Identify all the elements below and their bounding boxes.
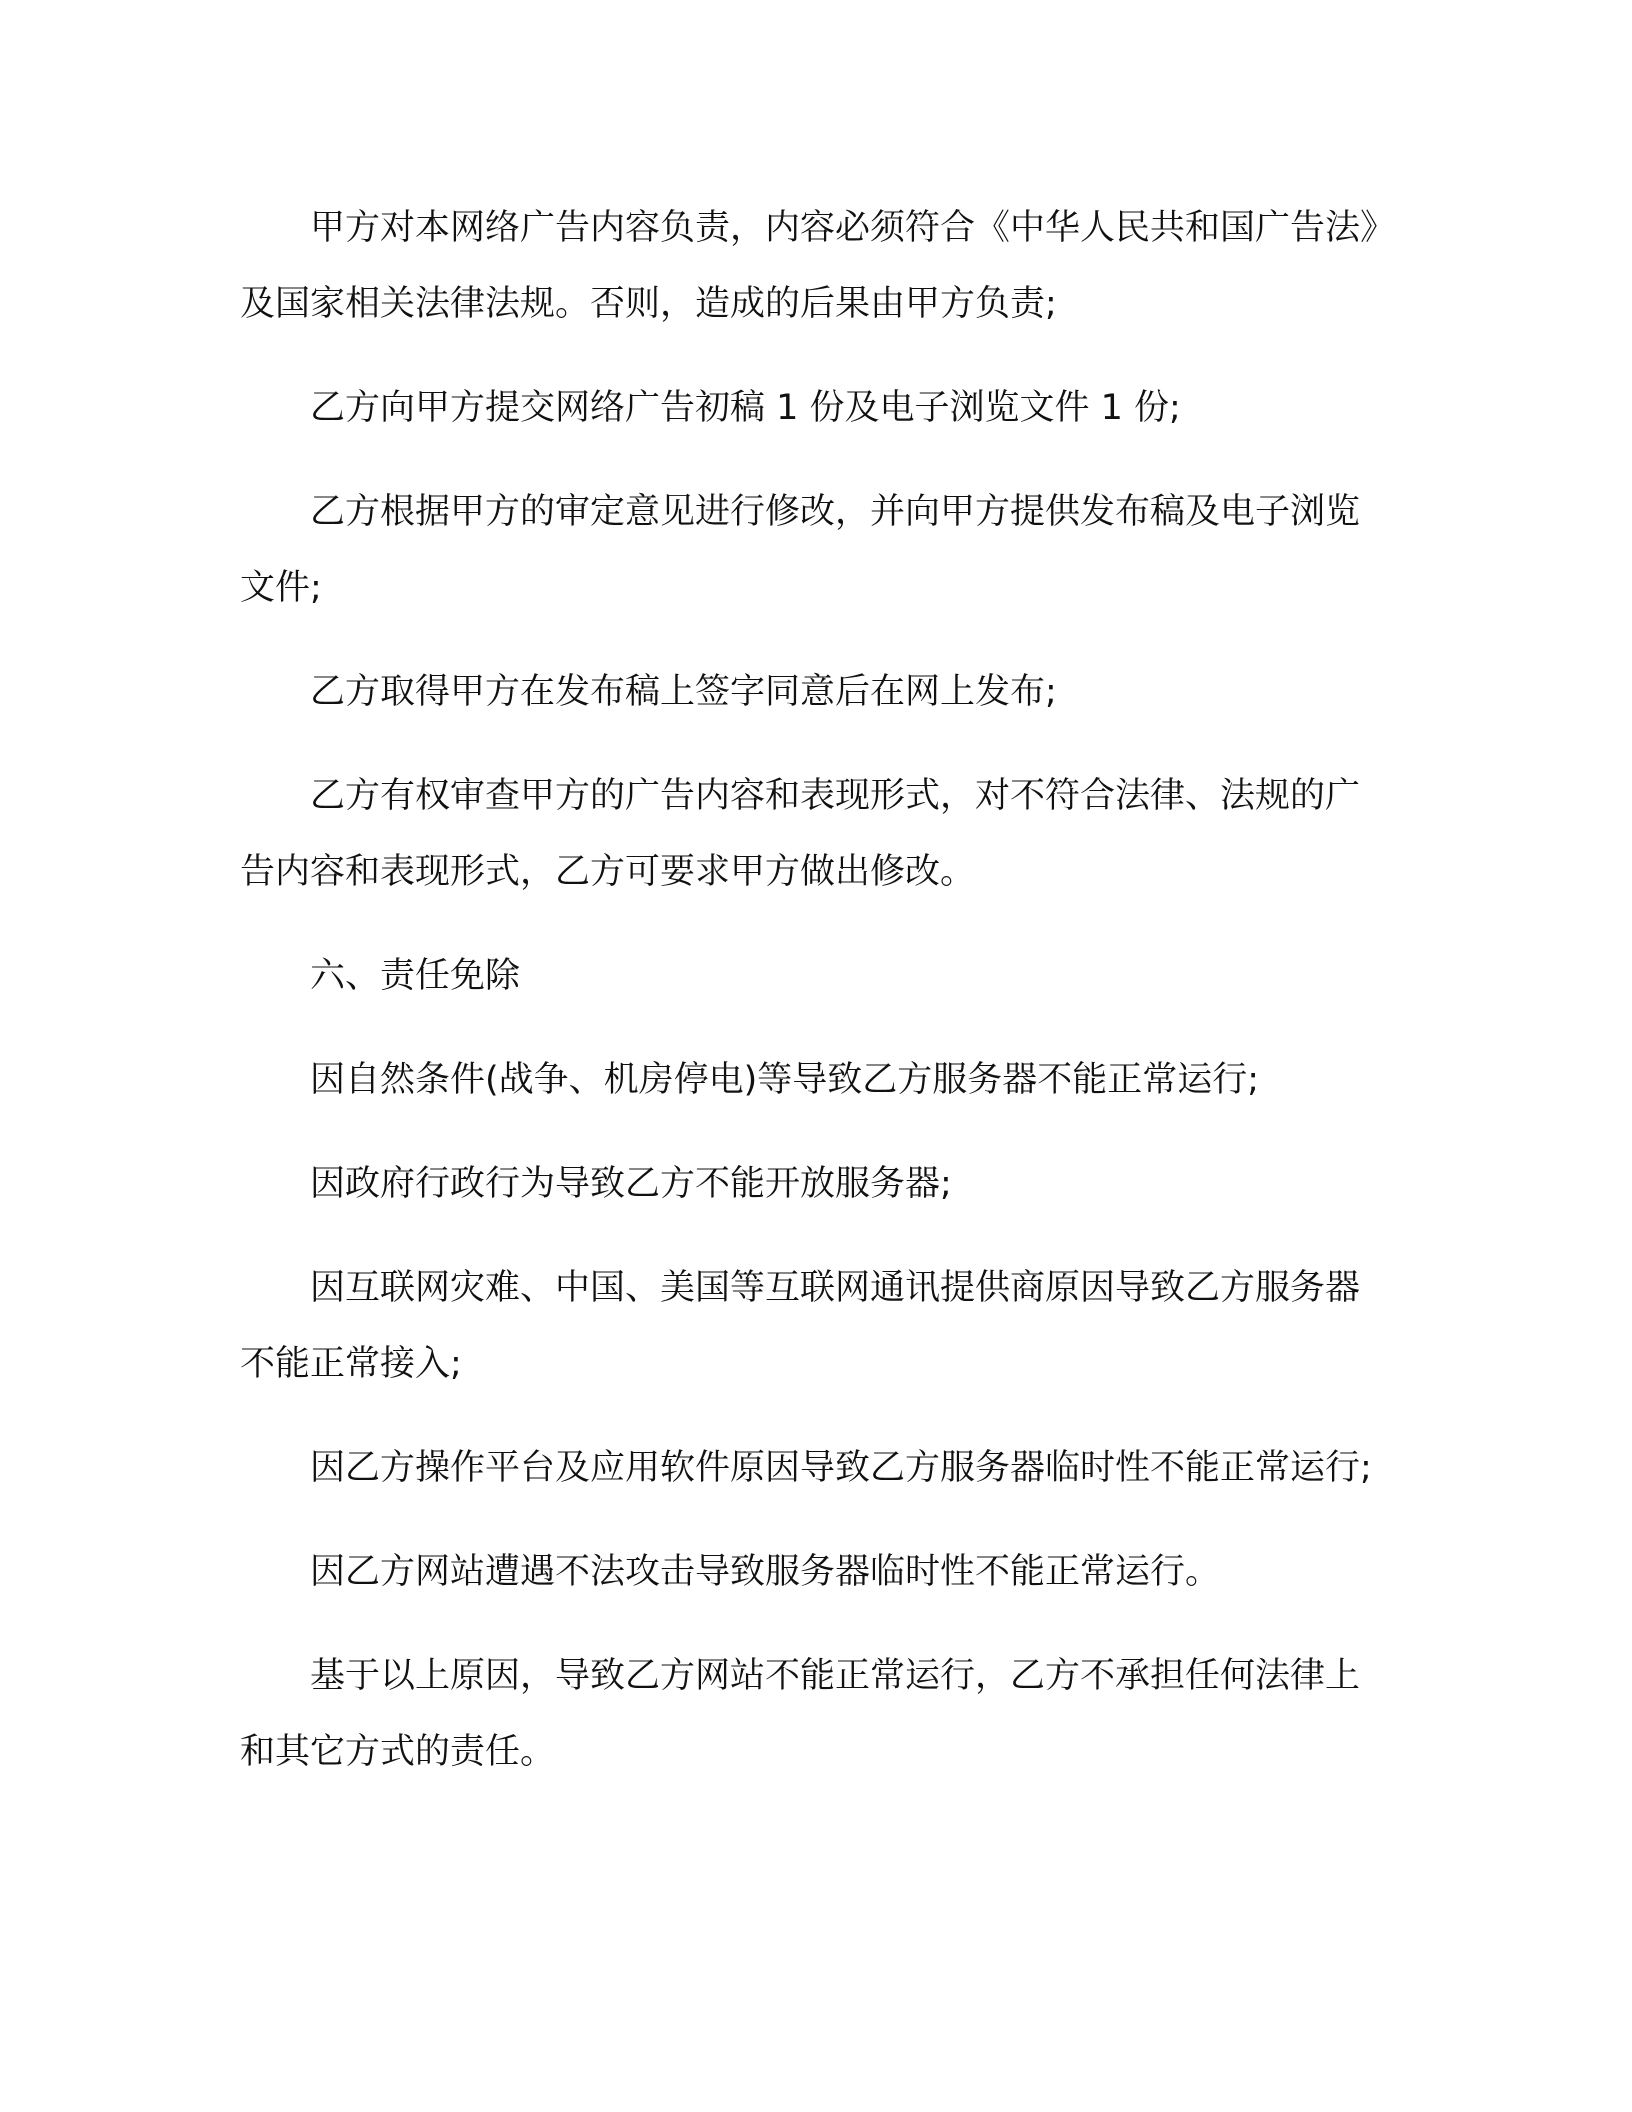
paragraph-natural-conditions: 因自然条件(战争、机房停电)等导致乙方服务器不能正常运行; [310,1060,1260,1100]
paragraph-platform-software: 因乙方操作平台及应用软件原因导致乙方服务器临时性不能正常运行; [310,1448,1372,1488]
paragraph-publish-after-signature: 乙方取得甲方在发布稿上签字同意后在网上发布; [310,672,1057,712]
document-body [240,190,1380,1818]
paragraph-internet-disaster: 因互联网灾难、中国、美国等互联网通讯提供商原因导致乙方服务器不能正常接入; [240,1268,1361,1384]
paragraph-submit-draft: 乙方向甲方提交网络广告初稿 1 份及电子浏览文件 1 份; [310,388,1181,428]
paragraph-no-liability: 基于以上原因，导致乙方网站不能正常运行，乙方不承担任何法律上和其它方式的责任。 [240,1656,1361,1772]
paragraph-illegal-attack: 因乙方网站遭遇不法攻击导致服务器临时性不能正常运行。 [310,1552,1221,1592]
section-heading-liability-exemption: 六、责任免除 [310,956,521,996]
paragraph-revise-draft: 乙方根据甲方的审定意见进行修改，并向甲方提供发布稿及电子浏览文件; [240,492,1361,608]
paragraph-government-action: 因政府行政行为导致乙方不能开放服务器; [310,1164,952,1204]
paragraph-review-rights: 乙方有权审查甲方的广告内容和表现形式，对不符合法律、法规的广告内容和表现形式，乙方可要求甲方做出修改。 [240,776,1361,892]
paragraph-advertiser-responsibility: 甲方对本网络广告内容负责，内容必须符合《中华人民共和国广告法》及国家相关法律法规。否则，造成的后果由甲方负责; [240,208,1378,324]
